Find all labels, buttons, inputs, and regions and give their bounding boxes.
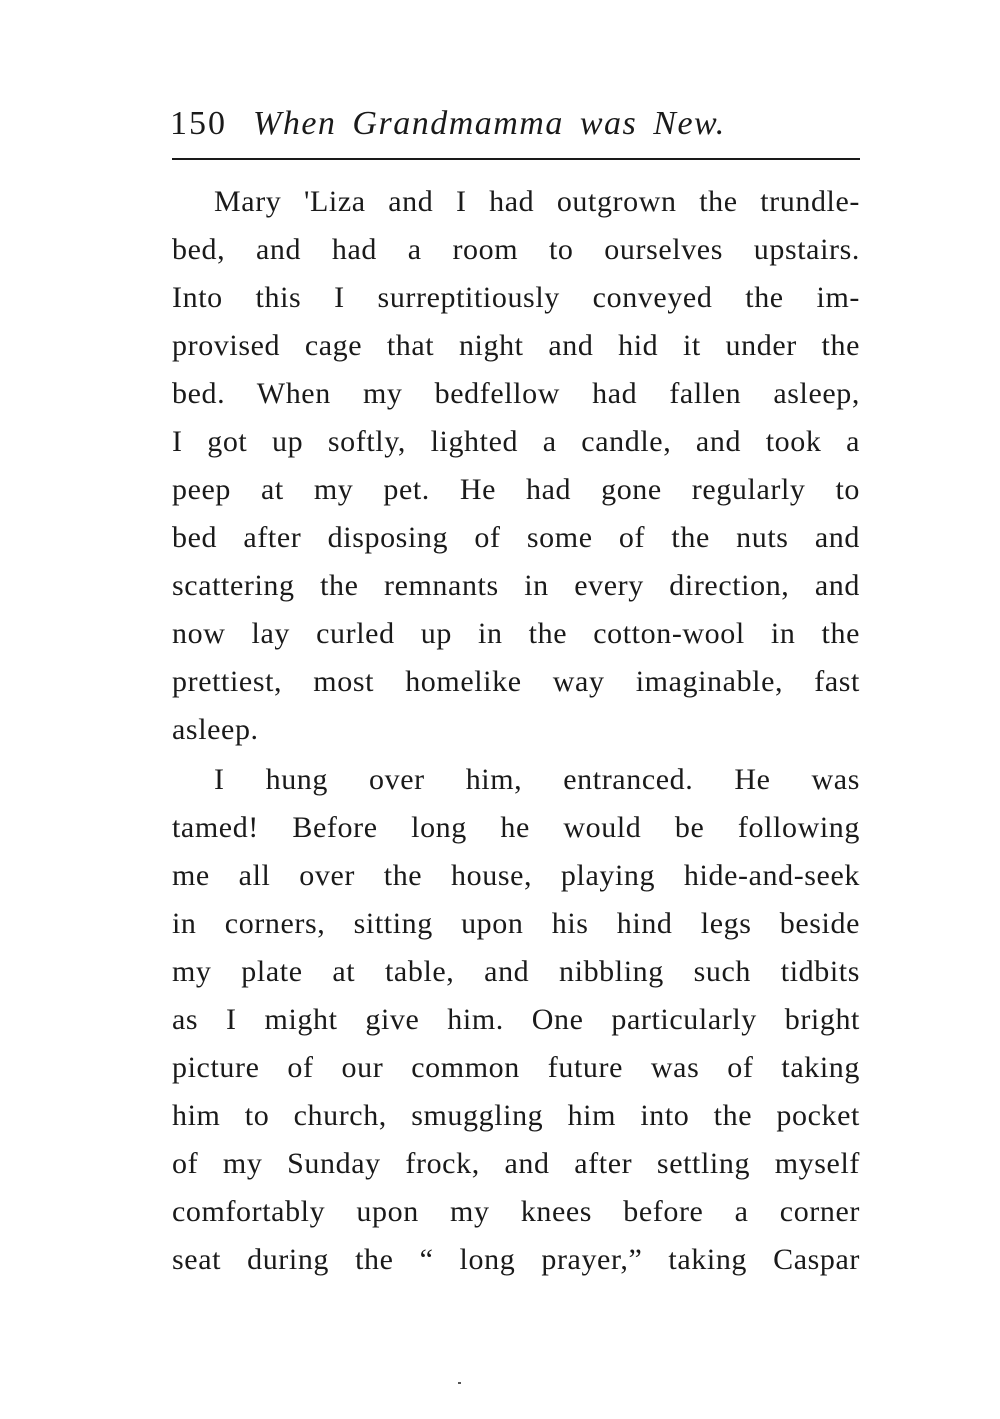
text-line: bed after disposing of some of the nuts and	[172, 521, 860, 554]
print-speck	[458, 1382, 461, 1384]
text-line: peep at my pet. He had gone regularly to	[172, 473, 860, 506]
text-line: bed. When my bedfellow had fallen asleep,	[172, 377, 860, 410]
text-line: prettiest, most homelike way imaginable, fast	[172, 665, 860, 698]
text-line: as I might give him. One particularly bright	[172, 1003, 860, 1036]
text-line: me all over the house, playing hide-and-seek	[172, 859, 860, 892]
text-line: comfortably upon my knees before a corner	[172, 1195, 860, 1228]
text-line: bed, and had a room to ourselves upstairs.	[172, 233, 860, 266]
text-line: seat during the “ long prayer,” taking Caspar	[172, 1243, 860, 1276]
header-rule	[172, 158, 860, 160]
running-title: When Grandmamma was New.	[253, 105, 726, 142]
running-header	[170, 102, 860, 146]
text-line: now lay curled up in the cotton-wool in the	[172, 617, 860, 650]
text-line: my plate at table, and nibbling such tidbits	[172, 955, 860, 988]
text-line: Into this I surreptitiously conveyed the im-	[172, 281, 860, 314]
text-line: tamed! Before long he would be following	[172, 811, 860, 844]
text-line: of my Sunday frock, and after settling myself	[172, 1147, 860, 1180]
text-line: Mary 'Liza and I had outgrown the trundle-	[214, 185, 860, 218]
text-line: picture of our common future was of taking	[172, 1051, 860, 1084]
text-line: scattering the remnants in every direction, and	[172, 569, 860, 602]
text-line: asleep.	[172, 713, 259, 746]
text-line: provised cage that night and hid it under the	[172, 329, 860, 362]
text-line: I hung over him, entranced. He was	[214, 763, 860, 796]
page-number: 150	[170, 105, 227, 142]
body-text	[172, 178, 860, 1284]
text-line: him to church, smuggling him into the pocket	[172, 1099, 860, 1132]
text-line: in corners, sitting upon his hind legs beside	[172, 907, 860, 940]
text-line: I got up softly, lighted a candle, and took a	[172, 425, 860, 458]
